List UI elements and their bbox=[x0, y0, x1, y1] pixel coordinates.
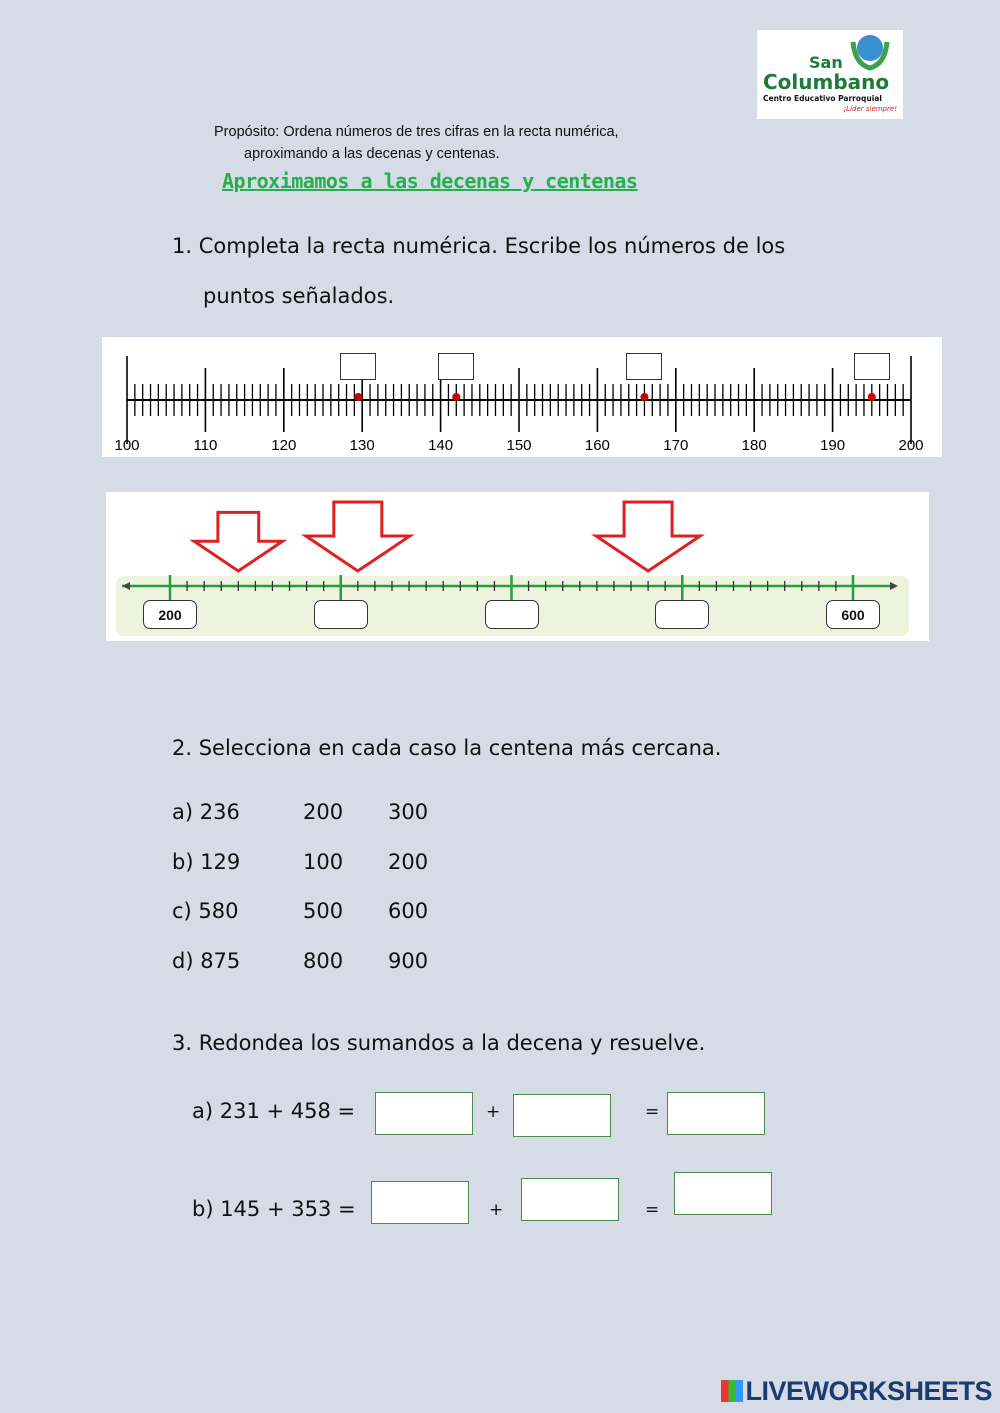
tick-label: 150 bbox=[506, 437, 532, 454]
watermark-text: LIVEWORKSHEETS bbox=[745, 1376, 992, 1406]
tick-label: 140 bbox=[428, 437, 454, 454]
marked-point bbox=[868, 393, 876, 401]
row-label: d) 875 bbox=[172, 948, 241, 973]
answer-input[interactable] bbox=[371, 1181, 469, 1224]
option-200[interactable]: 200 bbox=[303, 800, 344, 824]
answer-box[interactable] bbox=[340, 353, 376, 380]
answer-box[interactable] bbox=[438, 353, 474, 380]
logo-text: Columbano bbox=[763, 70, 890, 94]
q3-title: 3. Redondea los sumandos a la decena y resuelve. bbox=[172, 1031, 706, 1055]
answer-input[interactable] bbox=[375, 1092, 473, 1135]
tick-label: 180 bbox=[741, 437, 767, 454]
q1-text: puntos señalados. bbox=[203, 284, 395, 308]
tick-label: 190 bbox=[820, 437, 846, 454]
option-200[interactable]: 200 bbox=[388, 849, 429, 874]
tick-label: 130 bbox=[349, 437, 375, 454]
answer-box[interactable] bbox=[626, 353, 662, 380]
equals-sign: = bbox=[645, 1102, 660, 1122]
purpose bbox=[214, 121, 619, 165]
number-line-100-200 bbox=[102, 337, 942, 457]
marked-point bbox=[452, 393, 460, 401]
option-500[interactable]: 500 bbox=[303, 899, 344, 923]
option-800[interactable]: 800 bbox=[303, 948, 344, 973]
label-box[interactable] bbox=[655, 600, 709, 629]
equation-label: b) 145 + 353 = bbox=[192, 1197, 356, 1221]
answer-input[interactable] bbox=[674, 1172, 772, 1215]
option-900[interactable]: 900 bbox=[388, 948, 429, 973]
liveworksheets-watermark bbox=[721, 1376, 992, 1407]
marked-point bbox=[354, 393, 362, 401]
answer-box[interactable] bbox=[854, 353, 890, 380]
q1-text: 1. Completa la recta numérica. Escribe los números de los bbox=[172, 234, 786, 258]
tick-label: 170 bbox=[663, 437, 689, 454]
tick-label: 200 bbox=[898, 437, 924, 454]
logo-text: Centro Educativo Parroquial bbox=[763, 94, 882, 103]
plus-sign: + bbox=[489, 1200, 504, 1220]
plus-sign: + bbox=[486, 1102, 501, 1122]
row-label: c) 580 bbox=[172, 899, 239, 923]
tick-label: 120 bbox=[271, 437, 297, 454]
label-box[interactable] bbox=[314, 600, 368, 629]
marked-point bbox=[640, 393, 648, 401]
q2-title: 2. Selecciona en cada caso la centena más cercana. bbox=[172, 736, 722, 760]
option-600[interactable]: 600 bbox=[388, 899, 429, 923]
tick-label: 100 bbox=[114, 437, 140, 454]
tick-label: 110 bbox=[193, 437, 218, 454]
row-label: b) 129 bbox=[172, 849, 241, 874]
answer-input[interactable] bbox=[667, 1092, 765, 1135]
option-100[interactable]: 100 bbox=[303, 849, 344, 874]
purpose-line: aproximando a las decenas y centenas. bbox=[244, 146, 500, 162]
label-box: 200 bbox=[143, 600, 197, 629]
answer-input[interactable] bbox=[513, 1094, 611, 1137]
equation-label: a) 231 + 458 = bbox=[192, 1099, 356, 1123]
tick-label: 160 bbox=[584, 437, 610, 454]
logo-text: San bbox=[809, 53, 843, 72]
globe-hands-icon bbox=[845, 32, 895, 72]
purpose-line: Propósito: Ordena números de tres cifras en la recta numérica, bbox=[214, 124, 619, 140]
option-300[interactable]: 300 bbox=[388, 800, 429, 824]
label-box[interactable] bbox=[485, 600, 539, 629]
page-title: Aproximamos a las decenas y centenas bbox=[222, 169, 638, 193]
answer-input[interactable] bbox=[521, 1178, 619, 1221]
logo-text: ¡Líder siempre! bbox=[843, 105, 897, 113]
row-label: a) 236 bbox=[172, 800, 240, 824]
equals-sign: = bbox=[645, 1200, 660, 1220]
label-box: 600 bbox=[826, 600, 880, 629]
liveworksheets-logo-icon bbox=[721, 1380, 743, 1402]
school-logo bbox=[757, 30, 903, 119]
